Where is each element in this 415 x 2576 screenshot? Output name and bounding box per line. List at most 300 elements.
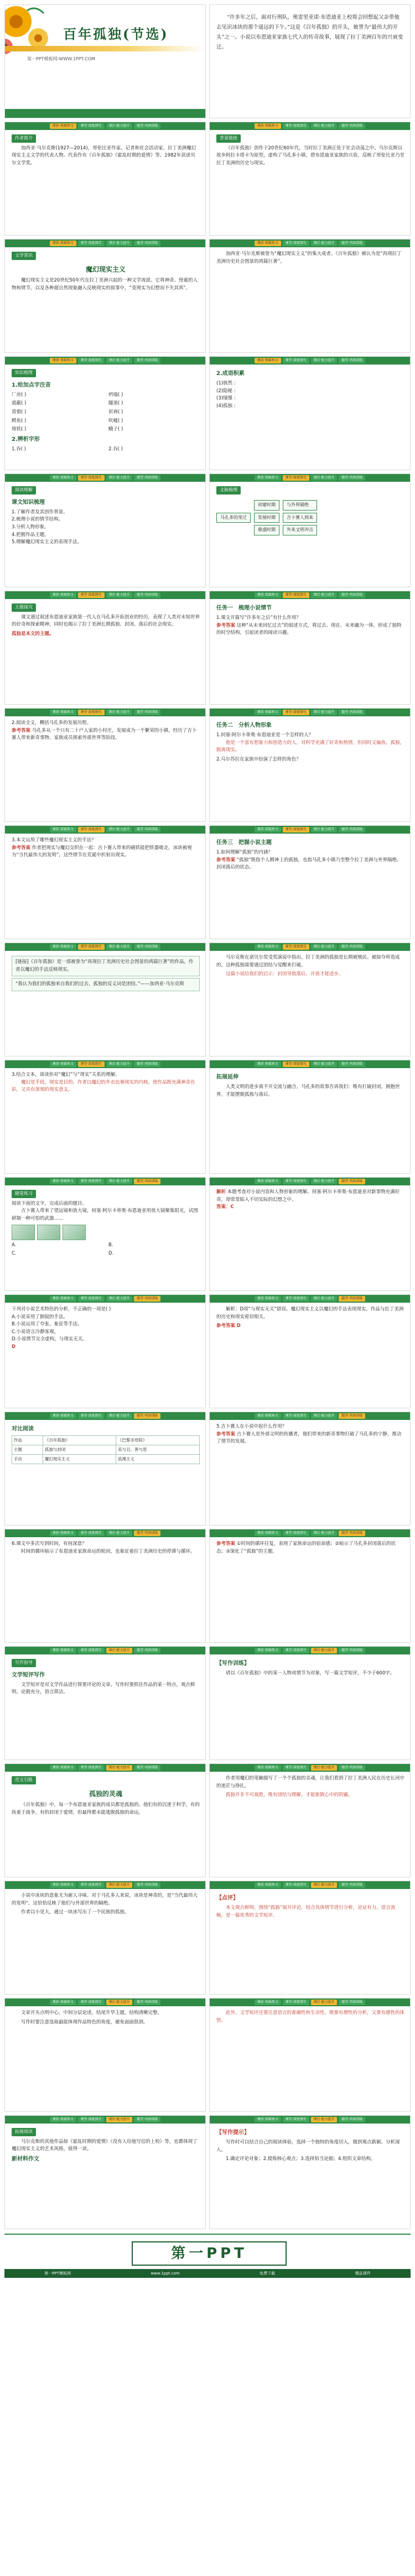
tab-preview[interactable]: 课前·基础预习 [50, 475, 76, 481]
tree-leaf: 外来文明冲击 [283, 525, 317, 535]
tab-preview[interactable]: 课前·基础预习 [50, 1531, 76, 1536]
question: 1.课文开篇写“许多年之后”有什么作用？ [216, 615, 301, 621]
nav-bar [210, 826, 410, 834]
tab-practice[interactable]: 随堂·巩固训练 [134, 2117, 160, 2122]
tab-preview[interactable]: 课前·基础预习 [50, 944, 76, 950]
tab-practice[interactable]: 随堂·巩固训练 [134, 358, 160, 363]
tab-improve[interactable]: 课后·能力提升 [311, 1179, 338, 1184]
slide-task-3b [4, 1060, 206, 1174]
tab-improve[interactable]: 课后·能力提升 [106, 1882, 133, 1888]
tab-preview[interactable]: 课前·基础预习 [50, 358, 76, 363]
tab-explore[interactable]: 课堂·深度探究 [283, 475, 309, 481]
question: 5.吉卜赛人在小说中起什么作用？ [216, 1424, 287, 1429]
structure-tree [216, 500, 404, 535]
analysis-text: 解析：D项“与现实无关”错误。魔幻现实主义以魔幻的手法表现现实，作品与拉丁美洲的历史和现实密切相关。 [216, 1307, 404, 1320]
section-tag: 背景链接 [216, 134, 241, 143]
slides-grid [4, 4, 411, 2229]
writing-text: 文学短评是对文学作品进行简要评论的文章。写作时要抓住作品的某一特点，观点鲜明，论据充分，语言简洁。 [12, 1682, 195, 1695]
tab-preview[interactable]: 课前·基础预习 [255, 592, 281, 598]
essay-text: 《百年孤独》中，每一个布恩迪亚家族的成员都是孤独的。他们有的沉迷于科学，有的执着于战争，有的封闭于爱情，但最终都未能逃脱孤独的命运。 [12, 1802, 200, 1815]
pinyin-item: 鳄鱼( ) [12, 418, 27, 424]
question: 阅读下面的文字，完成后面的题目。 [12, 1200, 87, 1206]
link-box: [链接]《百年孤独》是一部被誉为“再现拉丁美洲历史社会图景的鸿篇巨著”的作品，作者以魔幻的手法反映现实。 [12, 956, 200, 976]
theme-text: 课文通过叙述布恩迪亚家族第一代人在马孔多开拓创业的经历，表现了人类对未知世界的好奇和探索精神，同时也揭示了拉丁美洲长期孤独、封闭、落后的社会现实。 [12, 614, 200, 628]
tab-explore[interactable]: 课堂·深度探究 [283, 827, 309, 832]
tab-improve[interactable]: 课后·能力提升 [311, 1765, 338, 1771]
tab-practice[interactable]: 随堂·巩固训练 [134, 241, 160, 246]
tab-preview[interactable]: 课前·基础预习 [255, 944, 281, 950]
tree-branch: 初建时期 [254, 500, 279, 511]
nav-bar [210, 474, 410, 482]
tab-explore[interactable]: 课堂·深度探究 [283, 2000, 309, 2005]
tab-practice[interactable]: 随堂·巩固训练 [134, 123, 160, 129]
tab-practice[interactable]: 随堂·巩固训练 [134, 1531, 160, 1536]
tab-explore[interactable]: 课堂·深度探究 [78, 1296, 105, 1302]
table-row [12, 1436, 200, 1445]
analysis-label: 解析 [216, 1189, 226, 1195]
table-cell: 手法 [12, 1455, 43, 1464]
tab-preview[interactable]: 课前·基础预习 [50, 1882, 76, 1888]
section-heading: 1.给加点字注音 [12, 382, 51, 388]
slide-model-essay-2 [209, 1763, 411, 1877]
tab-explore[interactable]: 课堂·深度探究 [283, 592, 309, 598]
tab-preview[interactable]: 课前·基础预习 [255, 358, 281, 363]
section-heading: 文学短评写作 [12, 1672, 45, 1678]
option-list [12, 1242, 200, 1258]
option[interactable]: D. [108, 1251, 114, 1257]
table-row [12, 1445, 200, 1455]
table-cell: 孤独与封闭 [43, 1445, 116, 1455]
tab-improve[interactable]: 课后·能力提升 [106, 123, 133, 129]
slide-writing-task [209, 1646, 411, 1760]
tab-improve[interactable]: 课后·能力提升 [106, 1531, 133, 1536]
reading-line: 1.了解作者及其创作背景。 [12, 509, 68, 515]
tab-improve[interactable]: 课后·能力提升 [311, 1882, 338, 1888]
theme-answer: 孤独是本文的主题。 [12, 631, 54, 637]
tab-improve[interactable]: 课后·能力提升 [106, 2117, 133, 2122]
section-tag: 写作指导 [12, 1659, 36, 1667]
slide-task-3 [209, 825, 411, 939]
compare-table [12, 1435, 200, 1464]
essay-text: 作者用魔幻的笔触描写了一个个孤独的灵魂，让我们看到了拉丁美洲人民在历史长河中的迷茫与挣扎。 [216, 1776, 405, 1789]
intro-text: “许多年之后，面对行刑队，奥雷里亚诺·布恩迪亚上校将会回想起父亲带他去见识冰块的那个遥远的下午。”这是《百年孤独》的开头，被誉为“最伟大的开头”之一。小说以布恩迪亚家族七代人的传奇故事，展现了拉丁美洲百年的兴衰变迁。 [216, 14, 403, 51]
question: 下列对小说艺术特色的分析，不正确的一项是( ) [12, 1307, 111, 1312]
tab-practice[interactable]: 随堂·巩固训练 [339, 475, 365, 481]
tab-preview[interactable]: 课前·基础预习 [50, 1179, 76, 1184]
tab-preview[interactable]: 课前·基础预习 [255, 827, 281, 832]
tab-explore[interactable]: 课堂·深度探究 [78, 944, 105, 950]
reading-line: 5.理解魔幻现实主义的表现手法。 [12, 539, 82, 545]
tab-improve[interactable]: 课后·能力提升 [106, 592, 133, 598]
table-cell: 作品 [12, 1436, 43, 1445]
slide-speech [209, 943, 411, 1057]
tab-practice[interactable]: 随堂·巩固训练 [134, 592, 160, 598]
tab-improve[interactable]: 课后·能力提升 [311, 710, 338, 715]
tab-improve[interactable]: 课后·能力提升 [311, 241, 338, 246]
tab-explore[interactable]: 课堂·深度探究 [283, 123, 309, 129]
slide-task-2 [209, 708, 411, 822]
slide-knowledge [4, 356, 206, 470]
tab-improve[interactable]: 课后·能力提升 [106, 944, 133, 950]
section-tag: 随堂练习 [12, 1190, 36, 1198]
brand-logo[interactable] [132, 2241, 287, 2266]
tab-explore[interactable]: 课堂·深度探究 [283, 1061, 309, 1067]
intro-slide [209, 4, 411, 118]
nav-bar [210, 1295, 410, 1303]
tab-preview[interactable]: 课前·基础预习 [255, 1296, 281, 1302]
tab-explore[interactable]: 课堂·深度探究 [283, 710, 309, 715]
tab-practice[interactable]: 随堂·巩固训练 [339, 1765, 365, 1771]
tab-practice[interactable]: 随堂·巩固训练 [134, 1061, 160, 1067]
tab-explore[interactable]: 课堂·深度探究 [78, 1061, 105, 1067]
nav-bar [210, 591, 410, 599]
analysis-text: 本题考查对小说内容和人物形象的理解。何塞·阿尔卡蒂奥·布恩迪亚对新事物充满好奇，却常常陷入不切实际的幻想之中。 [216, 1189, 400, 1203]
slide-model-essay-3 [4, 1881, 206, 1995]
table-cell: 《巴黎圣母院》 [116, 1436, 199, 1445]
tab-improve[interactable]: 课后·能力提升 [106, 1061, 133, 1067]
note-text-2: 写作时要注意选取最能体现作品特色的角度，避免面面俱到。 [21, 2019, 148, 2025]
footer-item[interactable]: www.1ppt.com [151, 2271, 180, 2276]
literature-text-2: 加西亚·马尔克斯被誉为“魔幻现实主义”的集大成者。《百年孤独》被认为是“再现拉丁美洲历史社会图景的鸿篇巨著”。 [216, 251, 402, 264]
slide-literature [4, 239, 206, 353]
idiom-item: (1)骇然 : [216, 381, 236, 386]
option[interactable]: D.小说情节完全虚构，与现实无关。 [12, 1336, 87, 1342]
tab-improve[interactable]: 课后·能力提升 [311, 592, 338, 598]
pinyin-item: 祈祷( ) [108, 409, 123, 415]
tab-explore[interactable]: 课堂·深度探究 [78, 592, 105, 598]
tab-practice[interactable]: 随堂·巩固训练 [339, 2117, 365, 2122]
tab-improve[interactable]: 课后·能力提升 [106, 1765, 133, 1771]
tree-leaf: 与外界隔绝 [283, 500, 317, 511]
section-tag: 拓展阅读 [12, 2128, 36, 2136]
tab-improve[interactable]: 课后·能力提升 [106, 241, 133, 246]
table-cell: 《百年孤独》 [43, 1436, 116, 1445]
tab-improve[interactable]: 课后·能力提升 [311, 358, 338, 363]
footer-item: 第一PPT模板网 [44, 2271, 71, 2276]
slide-reading [4, 473, 206, 587]
question: 1.何塞·阿尔卡蒂奥·布恩迪亚是一个怎样的人？ [216, 732, 314, 738]
section-heading: 新材料作文 [12, 2156, 39, 2162]
language-note-text: 此外，文学短评还要注意语言的准确性和生动性，既要有理性的分析，又要有感性的体悟。 [216, 2010, 405, 2023]
tab-explore[interactable]: 课堂·深度探究 [78, 358, 105, 363]
nav-bar [210, 1412, 410, 1420]
task-heading: 任务二 分析人物形象 [216, 722, 272, 728]
footer-item: 精品课件 [355, 2271, 371, 2276]
tab-practice[interactable]: 随堂·巩固训练 [134, 944, 160, 950]
char-list [12, 446, 200, 454]
tab-preview[interactable]: 课前·基础预习 [255, 123, 281, 129]
tab-practice[interactable]: 随堂·巩固训练 [134, 1179, 160, 1184]
nav-bar [5, 709, 205, 716]
table-cell: 主题 [12, 1445, 43, 1455]
reading-line: 4.把握作品主题。 [12, 532, 49, 538]
tab-improve[interactable]: 课后·能力提升 [311, 2117, 338, 2122]
tab-practice[interactable]: 随堂·巩固训练 [339, 358, 365, 363]
tab-practice[interactable]: 随堂·巩固训练 [339, 827, 365, 832]
question: 6.课文中多次写到时间，有何深意？ [12, 1541, 87, 1547]
tab-preview[interactable]: 课前·基础预习 [50, 592, 76, 598]
tab-improve[interactable]: 课后·能力提升 [106, 827, 133, 832]
tab-practice[interactable]: 随堂·巩固训练 [339, 1296, 365, 1302]
tab-preview[interactable]: 课前·基础预习 [50, 710, 76, 715]
nav-bar [210, 2116, 410, 2124]
tab-improve[interactable]: 课后·能力提升 [311, 2000, 338, 2005]
task-heading: 任务三 把握小说主题 [216, 840, 272, 846]
question: 3.结合文本，谈谈你对“魔幻”与“现实”关系的理解。 [12, 1072, 120, 1078]
tab-improve[interactable]: 课后·能力提升 [311, 123, 338, 129]
tab-explore[interactable]: 课堂·深度探究 [78, 241, 105, 246]
tab-explore[interactable]: 课堂·深度探究 [78, 1531, 105, 1536]
tab-preview[interactable]: 课前·基础预习 [255, 1179, 281, 1184]
tab-improve[interactable]: 课后·能力提升 [106, 1179, 133, 1184]
tab-preview[interactable]: 课前·基础预习 [50, 1648, 76, 1653]
tab-practice[interactable]: 随堂·巩固训练 [339, 241, 365, 246]
pinyin-list [12, 392, 200, 434]
tab-practice[interactable]: 随堂·巩固训练 [339, 1648, 365, 1653]
quote-box: “我认为我们的孤独来自我们的过去，孤独的反义词是团结。”——加西亚·马尔克斯 [12, 978, 200, 991]
tab-explore[interactable]: 课堂·深度探究 [78, 1765, 105, 1771]
pinyin-item: 遮蔽( ) [12, 400, 27, 407]
tab-improve[interactable]: 课后·能力提升 [311, 1648, 338, 1653]
tab-preview[interactable]: 课前·基础预习 [255, 1648, 281, 1653]
answer-label: 参考答案 [216, 1541, 236, 1547]
tab-improve[interactable]: 课后·能力提升 [311, 944, 338, 950]
tab-explore[interactable]: 课堂·深度探究 [283, 1296, 309, 1302]
tab-improve[interactable]: 课后·能力提升 [311, 827, 338, 832]
note-text: 文章开头点明中心，中间分层论述，结尾升华主题，结构清晰完整。 [21, 2010, 163, 2016]
tab-explore[interactable]: 课堂·深度探究 [78, 827, 105, 832]
option[interactable]: C.小说语言冷静客观。 [12, 1329, 59, 1335]
tab-explore[interactable]: 课堂·深度探究 [78, 475, 105, 481]
tab-explore[interactable]: 课堂·深度探究 [283, 944, 309, 950]
nav-bar [210, 240, 410, 247]
tab-explore[interactable]: 课堂·深度探究 [283, 1648, 309, 1653]
nav-bar [5, 1881, 205, 1889]
tab-explore[interactable]: 课堂·深度探究 [78, 1882, 105, 1888]
extension-text: 人类文明的进步离不开交流与融合。马孔多的故事告诉我们：唯有打破封闭，拥抱世界，才能摆脱孤独与落后。 [216, 1084, 400, 1097]
tab-practice[interactable]: 随堂·巩固训练 [339, 1882, 365, 1888]
tab-practice[interactable]: 随堂·巩固训练 [134, 1413, 160, 1419]
image-strip [12, 1225, 200, 1240]
idiom-item: (2)隐秘 : [216, 388, 236, 394]
tab-explore[interactable]: 课堂·深度探究 [283, 241, 309, 246]
slide-exercise-2 [4, 1294, 206, 1408]
tab-improve[interactable]: 课后·能力提升 [106, 1296, 133, 1302]
tab-practice[interactable]: 随堂·巩固训练 [339, 1061, 365, 1067]
tab-preview[interactable]: 课前·基础预习 [255, 710, 281, 715]
slide-exercise-4-answer [209, 1529, 411, 1643]
section-tag: 文学常识 [12, 252, 36, 260]
nav-bar [5, 122, 205, 130]
pinyin-item: 烙铁( ) [12, 426, 27, 433]
tab-practice[interactable]: 随堂·巩固训练 [339, 123, 365, 129]
tab-practice[interactable]: 随堂·巩固训练 [134, 710, 160, 715]
nav-bar [5, 826, 205, 834]
pinyin-item: 畏惧( ) [12, 409, 27, 415]
tab-practice[interactable]: 随堂·巩固训练 [134, 475, 160, 481]
tab-practice[interactable]: 随堂·巩固训练 [339, 1413, 365, 1419]
tab-practice[interactable]: 随堂·巩固训练 [134, 1882, 160, 1888]
tab-preview[interactable]: 课前·基础预习 [255, 475, 281, 481]
tab-improve[interactable]: 课后·能力提升 [311, 1413, 338, 1419]
tab-preview[interactable]: 课前·基础预习 [50, 1061, 76, 1067]
comment-heading: 【点评】 [216, 1895, 238, 1901]
answer-label: 参考答案 [216, 857, 236, 863]
nav-bar [210, 1881, 410, 1889]
tab-explore[interactable]: 课堂·深度探究 [283, 1882, 309, 1888]
slide-extension [209, 1060, 411, 1174]
question: 2.阅读全文，概括马孔多的发展历程。 [12, 720, 92, 726]
nav-bar [210, 1529, 410, 1537]
idiom-item: (4)孤独 : [216, 403, 236, 409]
nav-bar [5, 240, 205, 247]
option[interactable]: B. [108, 1242, 113, 1248]
tab-practice[interactable]: 随堂·巩固训练 [339, 2000, 365, 2005]
tab-improve[interactable]: 课后·能力提升 [106, 2000, 133, 2005]
tab-preview[interactable]: 课前·基础预习 [50, 2117, 76, 2122]
section-tag: 阅读理解 [12, 486, 36, 495]
answer-text: 吉卜赛人是外部文明的传播者，他们带来的新奇事物打破了马孔多的宁静，推动了情节的发展。 [216, 1431, 402, 1445]
tab-improve[interactable]: 课后·能力提升 [106, 710, 133, 715]
tab-preview[interactable]: 课前·基础预习 [50, 827, 76, 832]
tab-practice[interactable]: 随堂·巩固训练 [134, 1296, 160, 1302]
tab-explore[interactable]: 课堂·深度探究 [78, 2117, 105, 2122]
answer-text: 时间的循环暗示了布恩迪亚家族命运的轮回，也象征着拉丁美洲历史的停滞与循环。 [21, 1548, 195, 1554]
tree-root: 马孔多的变迁 [216, 513, 251, 523]
essay-text: 小说中冰块的意象尤为耐人寻味。对于马孔多人来说，冰块是神奇的，是“当代最伟大的发明”，这恰恰反映了他们与外部世界的隔绝。 [12, 1893, 198, 1906]
tab-improve[interactable]: 课后·能力提升 [311, 1531, 338, 1536]
slide-exercise-2-analysis [209, 1294, 411, 1408]
tab-explore[interactable]: 课堂·深度探究 [78, 1648, 105, 1653]
tab-explore[interactable]: 课堂·深度探究 [283, 1413, 309, 1419]
tab-improve[interactable]: 课后·能力提升 [106, 475, 133, 481]
option[interactable]: C. [12, 1251, 17, 1257]
tab-preview[interactable]: 课前·基础预习 [255, 1531, 281, 1536]
task-heading: 任务一 梳理小说情节 [216, 605, 272, 611]
logo-text: 第一PPT [171, 2245, 247, 2262]
tab-preview[interactable]: 课前·基础预习 [255, 1765, 281, 1771]
tab-practice[interactable]: 随堂·巩固训练 [339, 944, 365, 950]
section-heading: 魔幻现实主义 [85, 265, 126, 273]
tab-practice[interactable]: 随堂·巩固训练 [134, 1765, 160, 1771]
pinyin-item: 蛾子( ) [108, 426, 123, 433]
slide-task-1b [4, 708, 206, 822]
tab-explore[interactable]: 课堂·深度探究 [283, 1765, 309, 1771]
table-cell: 浪漫主义 [116, 1455, 199, 1464]
tab-practice[interactable]: 随堂·巩固训练 [339, 710, 365, 715]
tab-explore[interactable]: 课堂·深度探究 [283, 358, 309, 363]
tab-preview[interactable]: 课前·基础预习 [255, 2117, 281, 2122]
question: 1.如何理解“孤独”的内涵？ [216, 850, 273, 855]
cover-brand: 第一PPT模板网-WWW.1PPT.COM [27, 56, 95, 61]
tab-practice[interactable]: 随堂·巩固训练 [134, 827, 160, 832]
picture-icon [37, 1225, 60, 1240]
tab-preview[interactable]: 课前·基础预习 [255, 1061, 281, 1067]
tab-practice[interactable]: 随堂·巩固训练 [339, 1179, 365, 1184]
tab-explore[interactable]: 课堂·深度探究 [78, 1413, 105, 1419]
slide-structure [209, 473, 411, 587]
tab-practice[interactable]: 随堂·巩固训练 [339, 1531, 365, 1536]
tab-improve[interactable]: 课后·能力提升 [106, 358, 133, 363]
tab-explore[interactable]: 课堂·深度探究 [78, 2000, 105, 2005]
slide-task-2b [4, 825, 206, 939]
slide-theme [4, 591, 206, 705]
picture-icon [63, 1225, 86, 1240]
tab-preview[interactable]: 课前·基础预习 [255, 1882, 281, 1888]
tab-explore[interactable]: 课堂·深度探究 [78, 123, 105, 129]
section-heading: 课文知识梳理 [12, 499, 45, 506]
background-text: 《百年孤独》创作于20世纪60年代，当时拉丁美洲正处于社会动荡之中。马尔克斯以故乡阿拉卡塔卡为原型，虚构了马孔多小镇，借布恩迪亚家族的兴衰，反映了哥伦比亚乃至拉丁美洲的历史与现实。 [216, 145, 405, 166]
answer: 答案：C [216, 1204, 234, 1210]
tab-improve[interactable]: 课后·能力提升 [311, 475, 338, 481]
nav-bar [210, 1647, 410, 1654]
tab-explore[interactable]: 课堂·深度探究 [78, 710, 105, 715]
footer-item: 免费下载 [260, 2271, 276, 2276]
tips-steps: 1.确定评论对象；2.提炼核心观点；3.选择恰当论据；4.组织文章结构。 [226, 2156, 376, 2162]
tab-explore[interactable]: 课堂·深度探究 [283, 1531, 309, 1536]
answer-text: 作者把现实与魔幻交织在一起：吉卜赛人带来的磁铁能把铁器吸走，冰块被视为“当代最伟大的发明”，这些情节在荒诞中折射出现实。 [12, 845, 192, 858]
author-text: 加西亚·马尔克斯(1927—2014)，哥伦比亚作家、记者和社会活动家，拉丁美洲魔幻现实主义文学的代表人物。代表作有《百年孤独》《霍乱时期的爱情》等。1982年获诺贝尔文学奖。 [12, 145, 196, 166]
answer-text: 马孔多从一个只有二十户人家的小村庄，发展成为一个繁荣的小镇，经历了吉卜赛人带来新奇事物、家族成员探索外部世界等阶段。 [12, 727, 197, 741]
essay-title: 孤独的灵魂 [89, 1789, 122, 1798]
tab-practice[interactable]: 随堂·巩固训练 [134, 1648, 160, 1653]
nav-bar [210, 943, 410, 951]
slide-exercise-3 [209, 1412, 411, 1526]
tab-explore[interactable]: 课堂·深度探究 [283, 1179, 309, 1184]
tab-preview[interactable]: 课前·基础预习 [50, 1765, 76, 1771]
tab-improve[interactable]: 课后·能力提升 [106, 1413, 133, 1419]
section-tag: 范文引路 [12, 1776, 36, 1784]
char-item: 2.吞( ) [108, 446, 123, 452]
nav-bar [210, 1764, 410, 1772]
tab-preview[interactable]: 课前·基础预习 [50, 1413, 76, 1419]
tab-improve[interactable]: 课后·能力提升 [311, 1296, 338, 1302]
section-tag: 文脉梳理 [216, 486, 241, 495]
nav-bar [5, 1999, 205, 2006]
footer [4, 2234, 411, 2278]
further-reading-text: 马尔克斯的其他作品如《霍乱时期的爱情》《没有人给他写信的上校》等，也都体现了魔幻现实主义的艺术风格，值得一读。 [12, 2138, 198, 2152]
tab-preview[interactable]: 课前·基础预习 [50, 2000, 76, 2005]
tab-preview[interactable]: 课前·基础预习 [50, 123, 76, 129]
option[interactable]: A. [12, 1242, 17, 1248]
section-heading-2: 2.辨析字形 [12, 436, 40, 443]
answer-label: 参考答案 [216, 1431, 236, 1437]
tab-preview[interactable]: 课前·基础预习 [50, 1296, 76, 1302]
tab-preview[interactable]: 课前·基础预习 [50, 241, 76, 246]
slide-exercise-4 [4, 1529, 206, 1643]
tab-explore[interactable]: 课堂·深度探究 [283, 2117, 309, 2122]
nav-bar [5, 1764, 205, 1772]
nav-bar [5, 1647, 205, 1654]
option[interactable]: A.小说采用了倒叙的手法。 [12, 1314, 68, 1320]
tab-practice[interactable]: 随堂·巩固训练 [134, 2000, 160, 2005]
tab-preview[interactable]: 课前·基础预习 [255, 1413, 281, 1419]
tab-practice[interactable]: 随堂·巩固训练 [339, 592, 365, 598]
tab-improve[interactable]: 课后·能力提升 [106, 1648, 133, 1653]
tab-preview[interactable]: 课前·基础预习 [255, 241, 281, 246]
section-heading: 对比阅读 [12, 1426, 34, 1432]
cover-slide [4, 4, 206, 118]
slide-further-reading [4, 2115, 206, 2229]
tree-leaf: 吉卜赛人到来 [283, 513, 317, 523]
answer-text: 他是一个富有想象力和创造力的人，对科学充满了好奇和热情，但同时又偏执、孤独，脱离现实。 [216, 740, 405, 753]
tree-branch: 发展时期 [254, 513, 279, 523]
tab-improve[interactable]: 课后·能力提升 [311, 1061, 338, 1067]
tab-preview[interactable]: 课前·基础预习 [255, 2000, 281, 2005]
section-heading: 【写作训练】 [216, 1661, 250, 1667]
option[interactable]: B.小说运用了夸张、象征等手法。 [12, 1321, 82, 1328]
tab-explore[interactable]: 课堂·深度探究 [78, 1179, 105, 1184]
